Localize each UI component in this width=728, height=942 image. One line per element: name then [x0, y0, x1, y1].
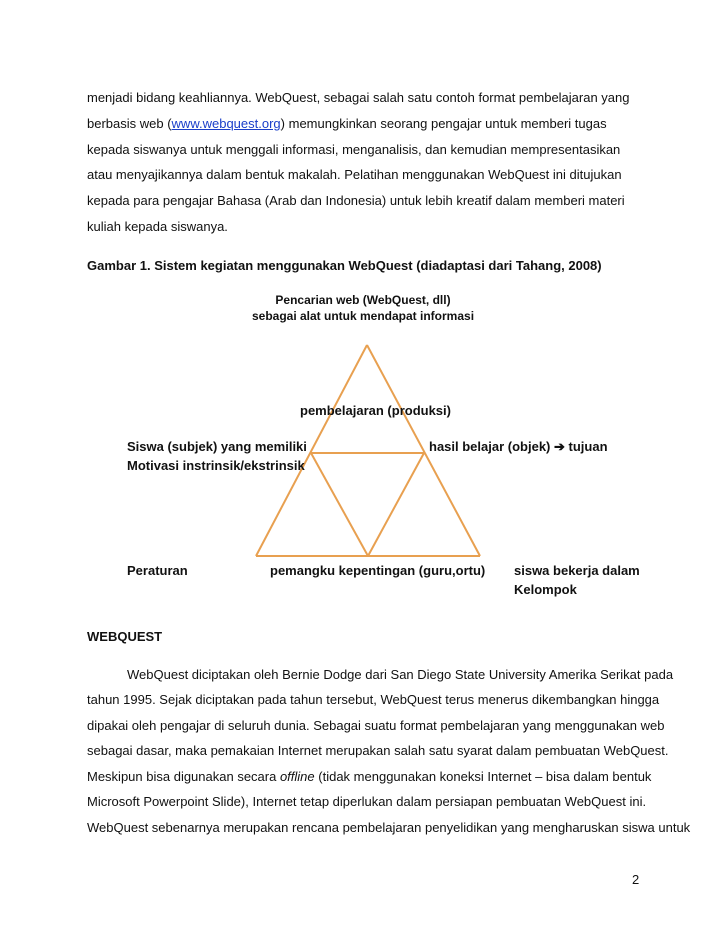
center-label: pembelajaran (produksi) — [300, 403, 451, 418]
section-line-6: Microsoft Powerpoint Slide), Internet tetap diperlukan dalam persiapan pembuatan WebQuest ini. — [87, 794, 647, 809]
bottom-right-label-1: siswa bekerja dalam — [514, 563, 640, 578]
intro-line-4: atau menyajikannya dalam bentuk makalah. Pelatihan menggunakan WebQuest ini ditujukan — [87, 167, 622, 182]
intro-line-5: kepada para pengajar Bahasa (Arab dan Indonesia) untuk lebih kreatif dalam memberi materi — [87, 193, 625, 208]
section-line-2: tahun 1995. Sejak diciptakan pada tahun tersebut, WebQuest terus menerus dikembangkan hingga — [87, 692, 660, 707]
page-number: 2 — [632, 872, 640, 887]
inner-left-edge — [311, 453, 368, 556]
inner-right-edge — [368, 453, 424, 556]
section-line-7: WebQuest sebenarnya merupakan rencana pembelajaran penyelidikan yang mengharuskan siswa untuk — [87, 820, 691, 835]
bottom-center-label: pemangku kepentingan (guru,ortu) — [270, 563, 486, 578]
section-line-4: sebagai dasar, maka pemakaian Internet merupakan salah satu syarat dalam pembuatan WebQuest. — [87, 743, 669, 758]
right-label: hasil belajar (objek) ➔ tujuan — [429, 439, 608, 454]
left-label-1: Siswa (subjek) yang memiliki — [127, 439, 307, 454]
section-line-1: WebQuest diciptakan oleh Bernie Dodge dari San Diego State University Amerika Serikat pada — [127, 667, 674, 682]
figure-caption: Gambar 1. Sistem kegiatan menggunakan WebQuest (diadaptasi dari Tahang, 2008) — [87, 258, 602, 273]
section-line-5: Meskipun bisa digunakan secara offline (tidak menggunakan koneksi Internet – bisa dalam bentuk — [87, 769, 652, 784]
section-line-3: dipakai oleh pengajar di seluruh dunia. Sebagai suatu format pembelajaran yang menggunakan web — [87, 718, 665, 733]
top-label-2: sebagai alat untuk mendapat informasi — [251, 309, 475, 323]
top-label-1: Pencarian web (WebQuest, dll) — [275, 293, 451, 307]
intro-line-3: kepada siswanya untuk menggali informasi, menganalisis, dan kemudian mempresentasikan — [87, 142, 621, 157]
section-heading: WEBQUEST — [87, 629, 163, 644]
bottom-left-label: Peraturan — [127, 563, 188, 578]
bottom-right-label-2: Kelompok — [514, 582, 577, 597]
intro-line-2: berbasis web (www.webquest.org) memungkinkan seorang pengajar untuk memberi tugas — [87, 116, 607, 131]
arrow-right-icon: ➔ — [554, 439, 565, 454]
intro-line-6: kuliah kepada siswanya. — [87, 219, 228, 234]
intro-line-1: menjadi bidang keahliannya. WebQuest, sebagai salah satu contoh format pembelajaran yang — [87, 90, 630, 105]
webquest-link[interactable]: www.webquest.org — [171, 116, 281, 131]
left-label-2: Motivasi instrinsik/ekstrinsik — [127, 458, 305, 473]
